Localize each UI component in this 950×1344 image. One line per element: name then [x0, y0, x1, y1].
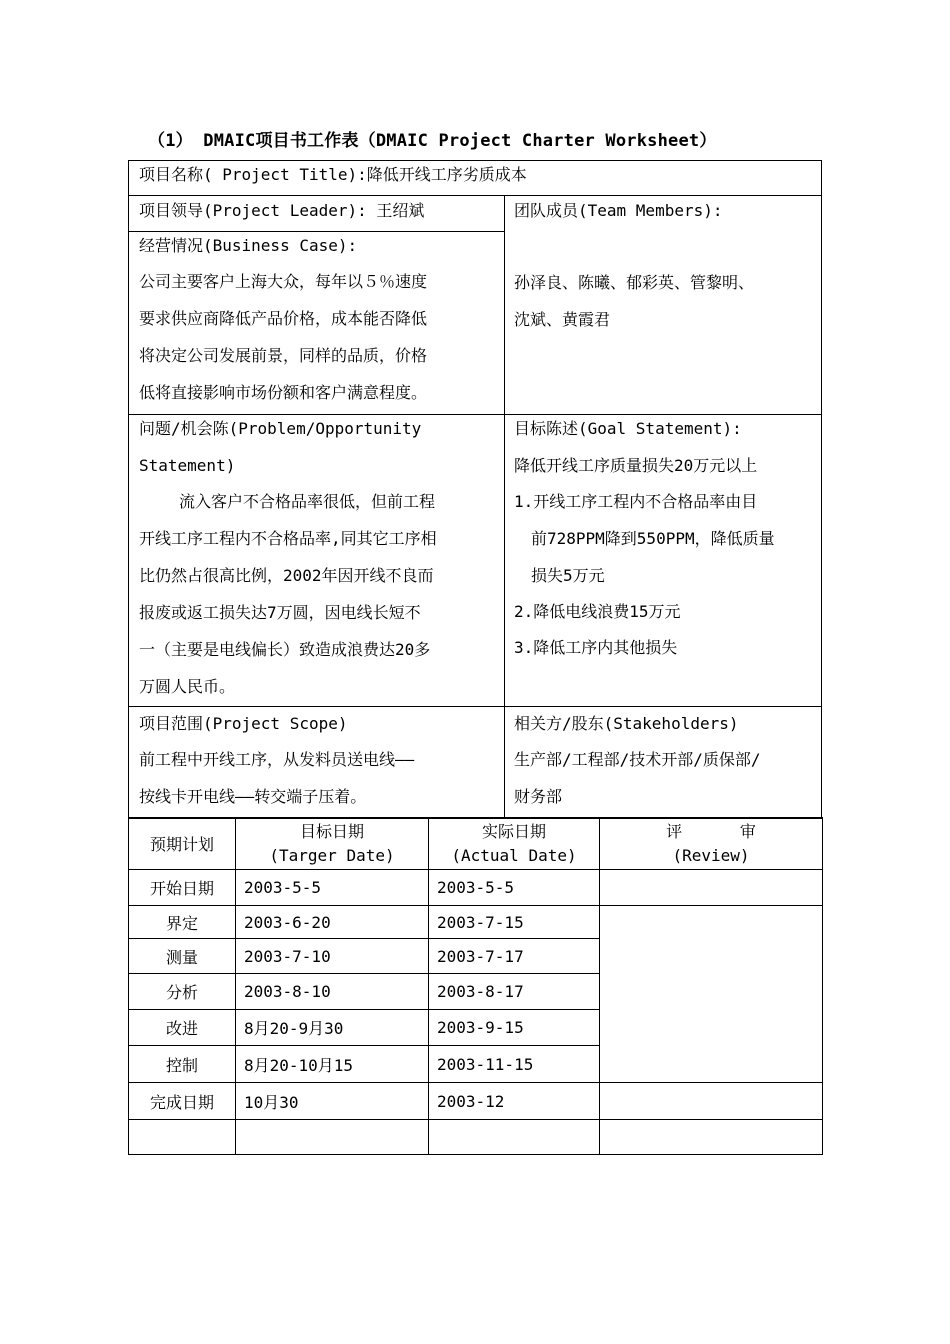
problem-line: 一（主要是电线偏长）致造成浪费达20多 [139, 640, 431, 659]
actual-date-cell: 2003-7-17 [429, 939, 600, 974]
phase-cell: 控制 [129, 1046, 236, 1083]
target-date-header-cn: 目标日期 [299, 821, 364, 841]
phase-cell: 测量 [129, 939, 236, 974]
problem-line: 开线工序工程内不合格品率,同其它工序相 [139, 529, 437, 548]
row-divider [129, 195, 821, 196]
scope-label: 项目范围(Project Scope) [139, 714, 348, 733]
phase-cell: 完成日期 [129, 1083, 236, 1120]
actual-date-cell: 2003-12 [429, 1083, 600, 1120]
actual-date-cell: 2003-5-5 [429, 870, 600, 906]
charter-upper-table [128, 160, 822, 819]
goal-line: 降低开线工序质量损失20万元以上 [514, 456, 758, 475]
scope-line: 按线卡开电线——转交端子压着。 [139, 787, 367, 806]
phase-cell: 改进 [129, 1010, 236, 1046]
review-header-cn: 评 审 [666, 821, 756, 841]
target-date-cell: 10月30 [236, 1083, 429, 1120]
target-date-cell: 2003-7-10 [236, 939, 429, 974]
business-case-line: 低将直接影响市场份额和客户满意程度。 [139, 383, 428, 402]
review-cell [600, 1120, 823, 1155]
goal-line: 3.降低工序内其他损失 [514, 638, 678, 657]
table-row [129, 1120, 823, 1155]
stakeholders-line: 生产部/工程部/技术开部/质保部/ [514, 750, 761, 769]
goal-line: 前728PPM降到550PPM，降低质量 [531, 529, 775, 548]
table-row [129, 906, 823, 939]
target-date-header-en: (Targer Date) [269, 845, 395, 865]
phase-cell: 界定 [129, 906, 236, 939]
project-title: 项目名称( Project Title):降低开线工序劣质成本 [139, 165, 527, 184]
actual-date-cell: 2003-8-17 [429, 974, 600, 1010]
business-case-line: 要求供应商降低产品价格，成本能否降低 [139, 309, 428, 328]
stakeholders-label: 相关方/股东(Stakeholders) [514, 714, 739, 733]
team-members-label: 团队成员(Team Members): [514, 201, 723, 220]
problem-label: Statement) [139, 456, 236, 475]
row-divider [129, 414, 821, 415]
business-case-label: 经营情况(Business Case): [139, 236, 358, 255]
table-row [129, 1083, 823, 1120]
goal-line: 2.降低电线浪费15万元 [514, 602, 681, 621]
actual-date-cell: 2003-9-15 [429, 1010, 600, 1046]
phase-cell [129, 1120, 236, 1155]
target-date-cell: 2003-5-5 [236, 870, 429, 906]
review-header [600, 818, 823, 870]
target-date-cell: 8月20-9月30 [236, 1010, 429, 1046]
row-divider [129, 231, 504, 232]
problem-label: 问题/机会陈(Problem/Opportunity [139, 419, 422, 438]
goal-line: 1.开线工序工程内不合格品率由目 [514, 492, 758, 511]
project-leader: 项目领导(Project Leader): 王绍斌 [139, 201, 425, 220]
target-date-cell: 2003-6-20 [236, 906, 429, 939]
review-cell-merged [600, 906, 823, 1083]
scope-line: 前工程中开线工序，从发料员送电线—— [139, 750, 415, 769]
plan-label: 预期计划 [129, 818, 236, 870]
actual-date-header-en: (Actual Date) [451, 845, 577, 865]
phase-cell: 开始日期 [129, 870, 236, 906]
review-header-en: (Review) [672, 845, 750, 865]
row-divider [129, 706, 821, 707]
schedule-table [128, 817, 823, 1155]
team-members-line: 孙泽良、陈曦、郁彩英、管黎明、 [514, 273, 755, 292]
worksheet-heading: （1） DMAIC项目书工作表（DMAIC Project Charter Worksheet） [148, 131, 717, 151]
phase-cell: 分析 [129, 974, 236, 1010]
goal-label: 目标陈述(Goal Statement): [514, 419, 742, 438]
actual-date-header-cn: 实际日期 [481, 821, 546, 841]
actual-date-cell: 2003-11-15 [429, 1046, 600, 1083]
target-date-cell [236, 1120, 429, 1155]
team-members-line: 沈斌、黄霞君 [514, 310, 611, 329]
business-case-line: 公司主要客户上海大众，每年以５％速度 [139, 272, 428, 291]
problem-line: 比仍然占很高比例，2002年因开线不良而 [139, 566, 434, 585]
goal-line: 损失5万元 [531, 566, 605, 585]
schedule-header-row [129, 818, 823, 870]
target-date-cell: 8月20-10月15 [236, 1046, 429, 1083]
actual-date-header [429, 818, 600, 870]
review-cell [600, 870, 823, 906]
target-date-cell: 2003-8-10 [236, 974, 429, 1010]
problem-line: 报废或返工损失达7万圆，因电线长短不 [139, 603, 421, 622]
actual-date-cell: 2003-7-15 [429, 906, 600, 939]
actual-date-cell [429, 1120, 600, 1155]
stakeholders-line: 财务部 [514, 787, 563, 806]
target-date-header [236, 818, 429, 870]
problem-line: 流入客户不合格品率很低，但前工程 [179, 492, 436, 511]
column-divider [504, 195, 505, 818]
table-row [129, 870, 823, 906]
review-cell [600, 1083, 823, 1120]
problem-line: 万圆人民币。 [139, 677, 236, 696]
business-case-line: 将决定公司发展前景，同样的品质，价格 [139, 346, 428, 365]
